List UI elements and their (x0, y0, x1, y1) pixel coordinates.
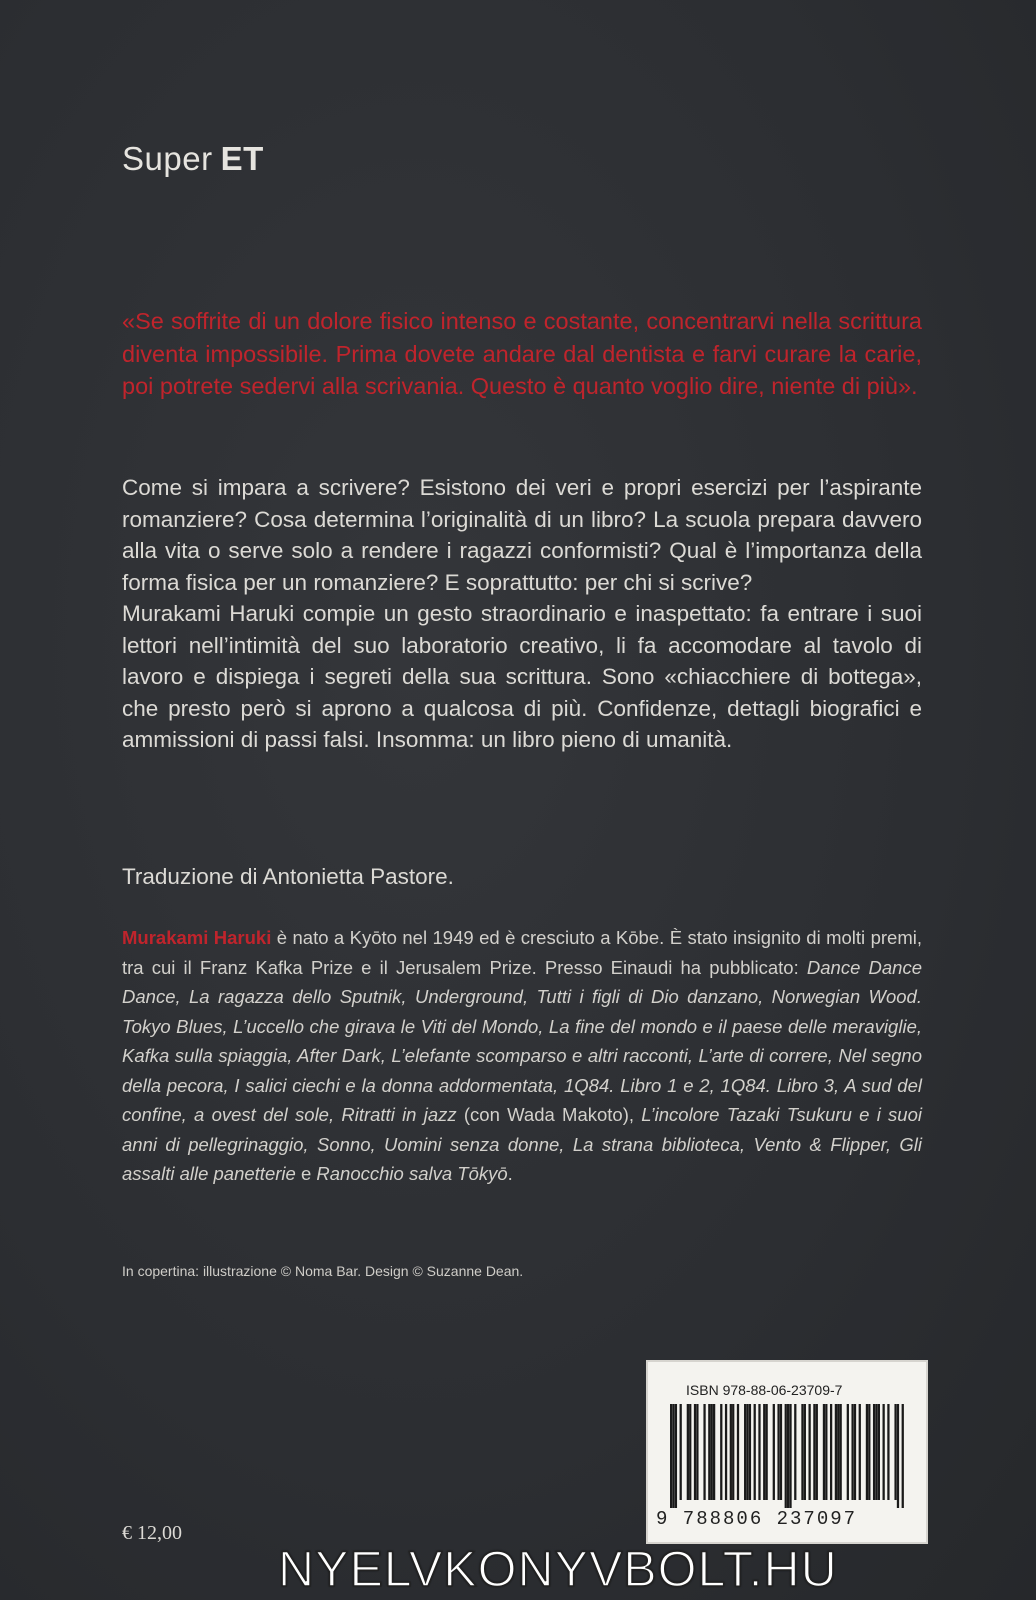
barcode-image (670, 1404, 904, 1508)
pull-quote: «Se soffrite di un dolore fisico intenso e costante, concentrarvi nella scrittura diventa impossibile. Prima dovete andare dal dentista e farvi curare la carie, poi potrete sedervi alla scrivania. Questo è quanto voglio dire, niente di più». (122, 308, 922, 399)
bio-titles-2: L’incolore Tazaki Tsukuru e i suoi anni di pellegrinaggio, Sonno, Uomini senza donne, La strana biblioteca, Vento & Flipper, Gli assalti alle panetterie (122, 1104, 922, 1184)
barcode-label (646, 1360, 928, 1544)
bio-titles-3: Ranocchio salva Tōkyō (316, 1163, 508, 1184)
author-bio (122, 923, 922, 1189)
bio-with: (con Wada Makoto), (456, 1104, 642, 1125)
barcode-digits: 9 788806 237097 (656, 1508, 858, 1530)
series-super: Super (122, 140, 213, 177)
price: € 12,00 (122, 1522, 182, 1544)
bio-intro: è nato a Kyōto nel 1949 ed è cresciuto a Kōbe. È stato insignito di molti premi, tra cui il Franz Kafka Prize e il Jerusalem Prize. Presso Einaudi ha pubblicato: (122, 927, 922, 978)
translator-credit: Traduzione di Antonietta Pastore. (122, 864, 454, 889)
bio-titles-1: Dance Dance Dance, La ragazza dello Sputnik, Underground, Tutti i figli di Dio danzano, Norwegian Wood. Tokyo Blues, L’uccello che girava le Viti del Mondo, La fine del mondo e il paese delle meraviglie, Kafka sulla spiaggia, After Dark, L’elefante scomparso e altri racconti, L’arte di correre, Nel segno della pecora, I salici ciechi e la donna addormentata, 1Q84. Libro 1 e 2, 1Q84. Libro 3, A sud del confine, a ovest del sole, Ritratti in jazz (122, 956, 923, 1125)
cover-credits: In copertina: illustrazione © Noma Bar. Design © Suzanne Dean. (122, 1263, 524, 1279)
isbn-text: ISBN 978-88-06-23709-7 (686, 1382, 843, 1398)
series-et: ET (220, 140, 264, 177)
series-logo (122, 140, 264, 178)
author-name: Murakami Haruki (122, 927, 272, 948)
book-description (122, 472, 922, 756)
bio-and: e (295, 1163, 317, 1184)
description-paragraph-2: Murakami Haruki compie un gesto straordinario e inaspettato: fa entrare i suoi lettori nell’intimità del suo laboratorio creativo, li fa accomodare al tavolo di lavoro e dispiega i segreti della sua scrittura. Sono «chiacchiere di bottega», che presto però si aprono a qualcosa di più. Confidenze, dettagli biografici e ammissioni di passi falsi. Insomma: un libro pieno di umanità. (122, 601, 922, 752)
watermark: NYELVKONYVBOLT.HU (278, 1541, 838, 1597)
description-paragraph-1: Come si impara a scrivere? Esistono dei veri e propri esercizi per l’aspirante romanziere? Cosa determina l’originalità di un libro? La scuola prepara davvero alla vita o serve solo a rendere i ragazzi conformisti? Qual è l’importanza della forma fisica per un romanziere? E soprattutto: per chi si scrive? (122, 475, 922, 595)
bio-end: . (507, 1163, 513, 1184)
